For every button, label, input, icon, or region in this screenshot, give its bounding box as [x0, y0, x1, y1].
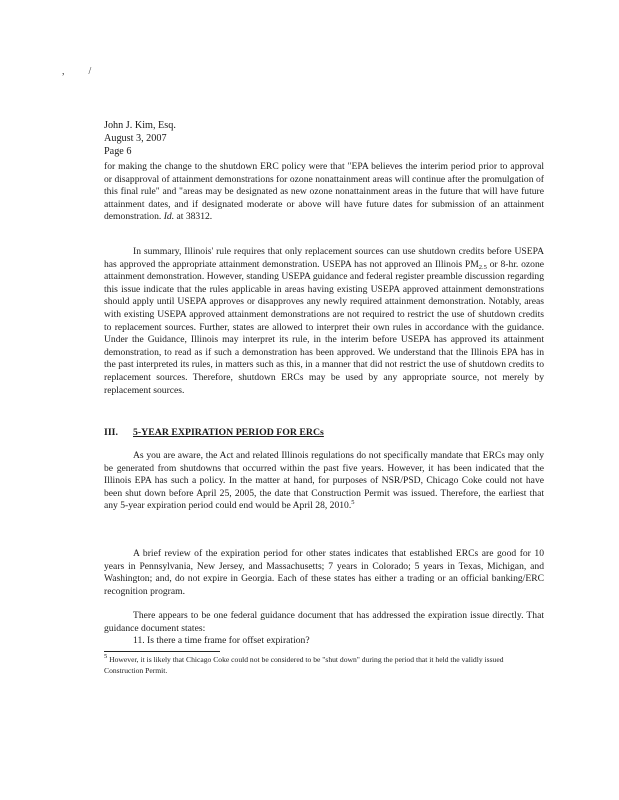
page-number: Page 6: [104, 146, 132, 157]
footnote-reference: 5: [351, 499, 355, 507]
citation-page: at 38312.: [174, 211, 213, 223]
paragraph-text: or 8-hr. ozone attainment demonstration. However, standing USEPA guidance and federal register preamble discussion regarding this issue indicate that the rules applicable in areas having existing USEPA approved attainment demonstrations should apply until USEPA approves or disapproves any newly required attainment demonstration. Notably, areas with existing USEPA approved attainment demonstrations are not required to restrict the use of shutdown credits to replacement sources. Further, states are allowed to interpret their own rules in accordance with the guidance. Under the Guidance, Illinois may interpret its rule, in the interim before USEPA has approved its attainment demonstration, to read as if such a demonstration has been approved. We understand that the Illinois EPA has in the past interpreted its rules, in matters such as this, in a manner that did not restrict the use of shutdown credits to replacement sources. Therefore, shutdown ERCs may be used by any appropriate source, not merely by replacement sources.: [104, 258, 544, 396]
citation-id: Id.: [163, 211, 175, 223]
paragraph-other-states: [104, 548, 544, 598]
paragraph-text: There appears to be one federal guidance document that has addressed the expiration issue directly. That guidance document states:: [104, 610, 544, 634]
paragraph-summary: [104, 246, 544, 397]
paragraph-text: A brief review of the expiration period for other states indicates that established ERCs are good for 10 years in Pennsylvania, New Jersey, and Massachusetts; 7 years in Colorado; 5 years in Texas, Michigan, and Washington; and, do not expire in Georgia. Each of these states has either a trading or an official banking/ERC recognition program.: [104, 548, 544, 597]
paragraph-continuation: [104, 161, 544, 224]
scan-speck: ,: [62, 66, 89, 77]
section-title: 5-YEAR EXPIRATION PERIOD FOR ERCs: [133, 427, 324, 438]
footnote-text: However, it is likely that Chicago Coke could not be considered to be "shut down" during the period that it held the validly issued Construction Permit.: [104, 655, 504, 675]
scan-marks: [62, 66, 115, 77]
section-number: III.: [104, 427, 118, 438]
footnote: [104, 655, 534, 676]
recipient-name: John J. Kim, Esq.: [104, 120, 176, 131]
paragraph-expiration: [104, 450, 544, 513]
footnote-number: 5: [104, 653, 108, 660]
paragraph-text: In summary, Illinois' rule requires that only replacement sources can use shutdown credits before USEPA has approved the appropriate attainment demonstration. USEPA has not approved an Illinois PM: [104, 246, 544, 270]
footnote-divider: [104, 651, 220, 652]
letter-date: August 3, 2007: [104, 133, 167, 144]
guidance-question: 11. Is there a time frame for offset expiration?: [133, 635, 310, 646]
letter-header: [104, 119, 176, 158]
pm-subscript: 2.5: [478, 263, 487, 271]
paragraph-text: for making the change to the shutdown ERC policy were that "EPA believes the interim period prior to approval or disapproval of attainment demonstrations for ozone nonattainment areas will continue after the promulgation of this final rule" and "areas may be designated as new ozone nonattainment areas in the future that will have future attainment dates, and if designated moderate or above will have future dates for submission of an attainment demonstration.: [104, 161, 544, 223]
paragraph-text: As you are aware, the Act and related Illinois regulations do not specifically mandate that ERCs may only be generated from shutdowns that occurred within the past five years. However, it has been indicated that the Illinois EPA has such a policy. In the matter at hand, for purposes of NSR/PSD, Chicago Coke could not have been shut down before April 25, 2005, the date that Construction Permit was issued. Therefore, the earliest that any 5-year expiration period could end would be April 28, 2010.: [104, 450, 544, 512]
scan-speck: /: [88, 66, 116, 77]
paragraph-federal-guidance: [104, 610, 544, 635]
section-heading: [104, 427, 324, 438]
